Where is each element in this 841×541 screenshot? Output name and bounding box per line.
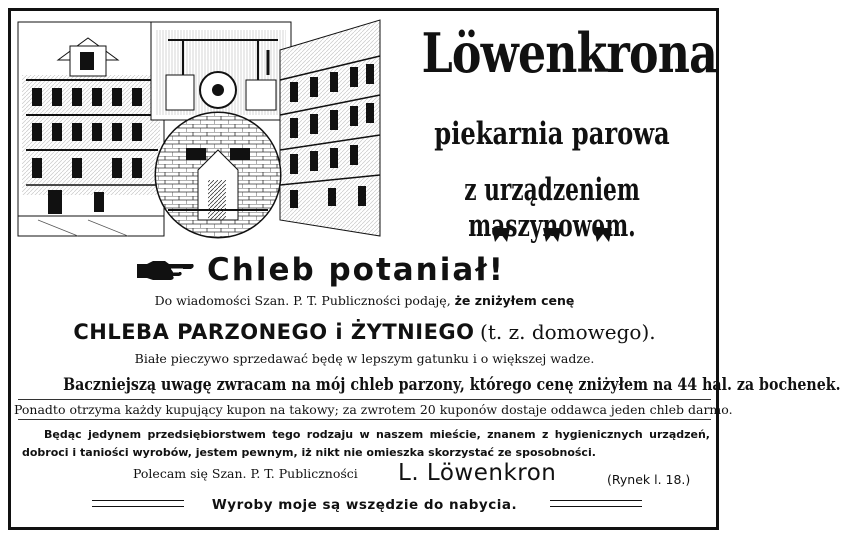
headline xyxy=(135,250,635,290)
right-building-icon xyxy=(280,20,380,236)
product-name: CHLEBA PARZONEGO i ŻYTNIEGO xyxy=(73,320,475,344)
ornament-icon xyxy=(543,228,561,242)
divider xyxy=(18,399,711,400)
subtitle-machinery: z urządzeniem maszynowem. xyxy=(464,172,640,244)
notice-bold: że zniżyłem cenę xyxy=(454,293,575,308)
divider xyxy=(18,419,711,420)
headline-text: Chleb potaniał! xyxy=(207,252,505,288)
ornament-icon xyxy=(594,228,612,242)
subtitle-steam-bakery: piekarnia parowa xyxy=(434,116,670,152)
notice-prefix: Do wiadomości Szan. P. T. Publiczności podaję, xyxy=(154,293,451,308)
product-note: (t. z. domowego). xyxy=(480,320,656,344)
body-paragraph: Będąc jedynem przedsiębiorstwem tego rodzaju w naszem mieście, znanem z hygienicznych urządzeń, dobroci i taniości wyrobów, jestem pewnym, iż nikt nie omieszka skorzystać ze sposobności. xyxy=(22,428,710,459)
shop-title: Löwenkrona xyxy=(421,21,718,85)
oven-medallion-icon xyxy=(148,110,288,240)
footer-text: Wyroby moje są wszędzie do nabycia. xyxy=(211,497,518,513)
coupon-line: Ponadto otrzyma każdy kupujący kupon na takowy; za zwrotem 20 kuponów dostaje oddawca jeden chleb darmo. xyxy=(14,402,733,417)
address: (Rynek l. 18.) xyxy=(607,472,691,487)
machinery-icon xyxy=(151,22,291,120)
attention-line: Baczniejszą uwagę zwracam na mój chleb parzony, którego cenę zniżyłem na 44 hal. za bochenek. xyxy=(63,375,841,394)
signature: L. Löwenkron xyxy=(398,460,557,486)
ornament-icon xyxy=(492,228,510,242)
notice-line xyxy=(14,293,715,308)
bakery-engraving xyxy=(18,20,382,238)
left-building-icon xyxy=(18,22,164,236)
ornament-row xyxy=(490,228,615,242)
white-bread-line: Białe pieczywo sprzedawać będę w lepszym gatunku i o większej wadze. xyxy=(134,351,595,366)
recommend-text: Polecam się Szan. P. T. Publiczności xyxy=(133,466,358,481)
product-line xyxy=(14,316,715,348)
pointing-hand-icon xyxy=(135,258,195,282)
